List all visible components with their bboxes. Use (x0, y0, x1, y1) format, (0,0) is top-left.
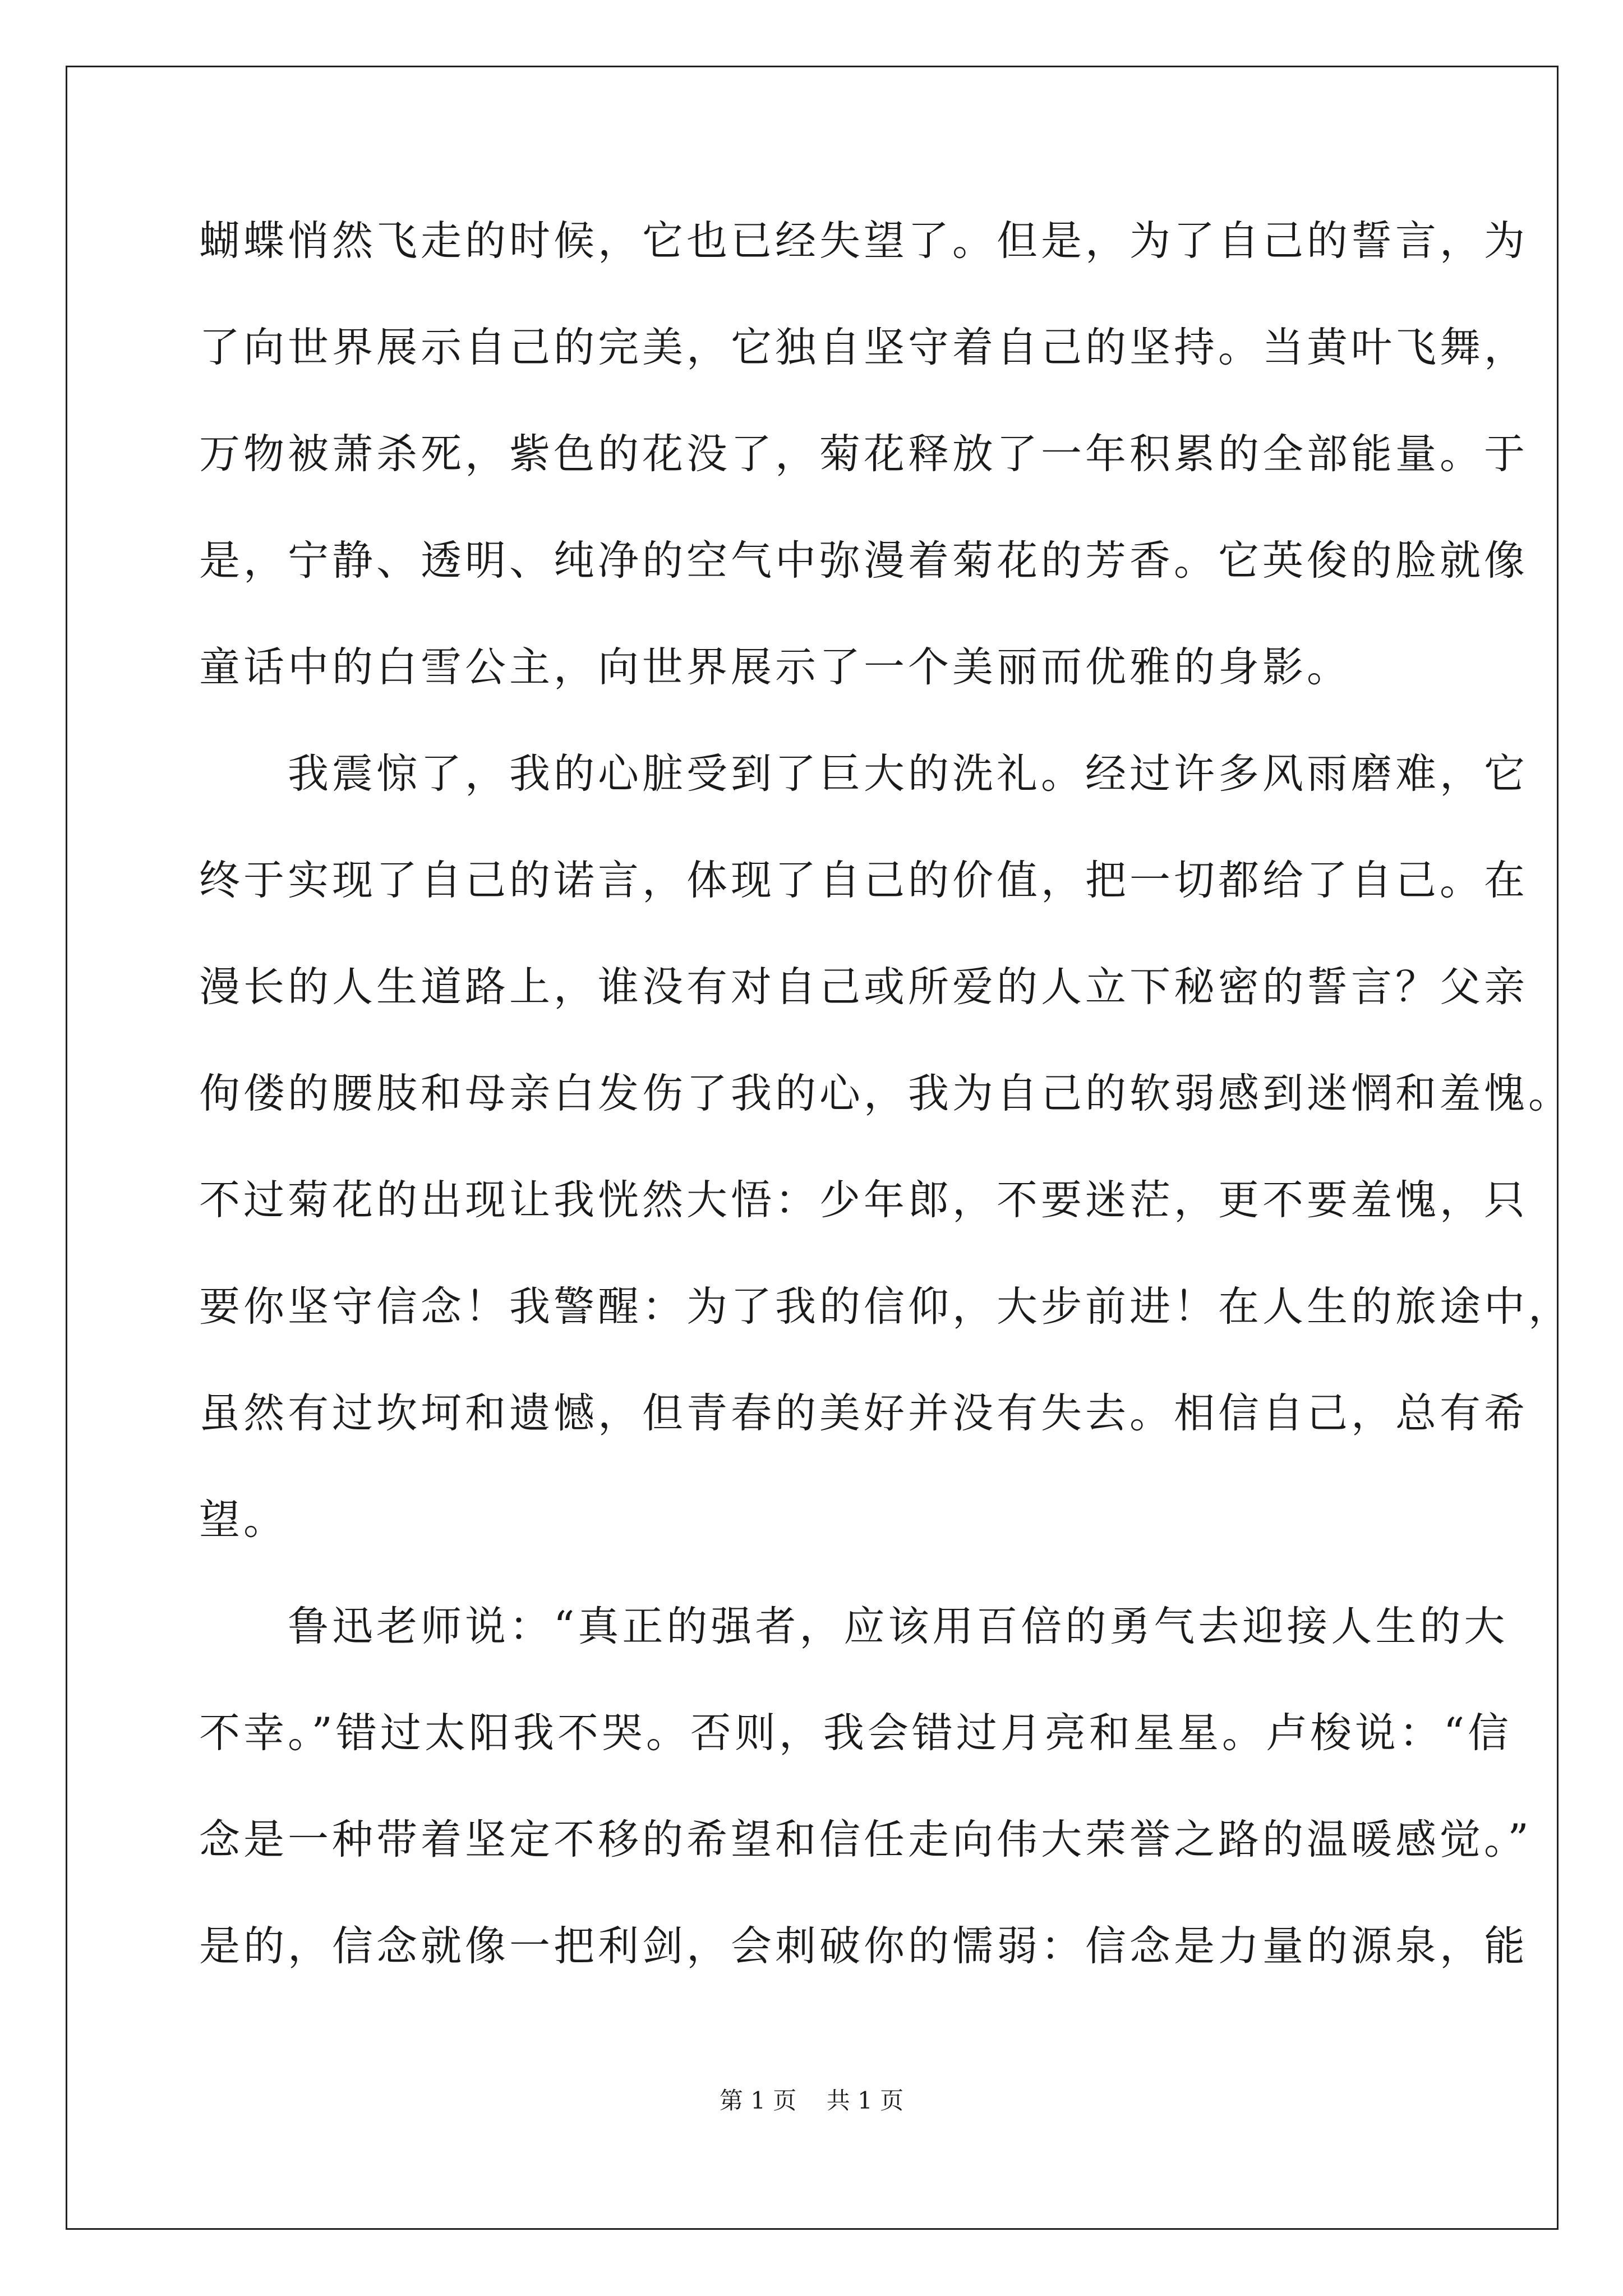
text-line: 鲁迅老师说：“真正的强者，应该用百倍的勇气去迎接人生的大 (199, 1603, 1509, 1650)
text-line: 蝴蝶悄然飞走的时候，它也已经失望了。但是，为了自己的誓言，为 (199, 217, 1528, 265)
text-line: 佝偻的腰肢和母亲白发伤了我的心，我为自己的软弱感到迷惘和羞愧。 (199, 1070, 1573, 1117)
text-line: 了向世界展示自己的完美，它独自坚守着自己的坚持。当黄叶飞舞， (199, 324, 1528, 371)
text-line: 望。 (199, 1496, 288, 1544)
text-line: 虽然有过坎坷和遗憾，但青春的美好并没有失去。相信自己，总有希 (199, 1389, 1528, 1437)
page-border (66, 66, 1559, 2230)
text-line: 不过菊花的出现让我恍然大悟：少年郎，不要迷茫，更不要羞愧，只 (199, 1176, 1528, 1224)
text-line: 终于实现了自己的诺言，体现了自己的价值，把一切都给了自己。在 (199, 857, 1528, 904)
text-line: 是的，信念就像一把利剑，会刺破你的懦弱：信念是力量的源泉，能 (199, 1922, 1528, 1970)
text-line: 是，宁静、透明、纯净的空气中弥漫着菊花的芳香。它英俊的脸就像 (199, 537, 1528, 585)
text-line: 要你坚守信念！我警醒：为了我的信仰，大步前进！在人生的旅途中， (199, 1283, 1573, 1331)
text-line: 我震惊了，我的心脏受到了巨大的洗礼。经过许多风雨磨难，它 (199, 750, 1528, 798)
text-line: 念是一种带着坚定不移的希望和信任走向伟大荣誉之路的温暖感觉。” (199, 1816, 1532, 1864)
page-number-footer: 第 1 页 共 1 页 (719, 2087, 904, 2114)
text-line: 童话中的白雪公主，向世界展示了一个美丽而优雅的身影。 (199, 643, 1351, 691)
text-line: 不幸。”错过太阳我不哭。否则，我会错过月亮和星星。卢梭说：“信 (199, 1709, 1513, 1757)
text-line: 漫长的人生道路上，谁没有对自己或所爱的人立下秘密的誓言？父亲 (199, 963, 1528, 1011)
text-line: 万物被萧杀死，紫色的花没了，菊花释放了一年积累的全部能量。于 (199, 430, 1528, 478)
